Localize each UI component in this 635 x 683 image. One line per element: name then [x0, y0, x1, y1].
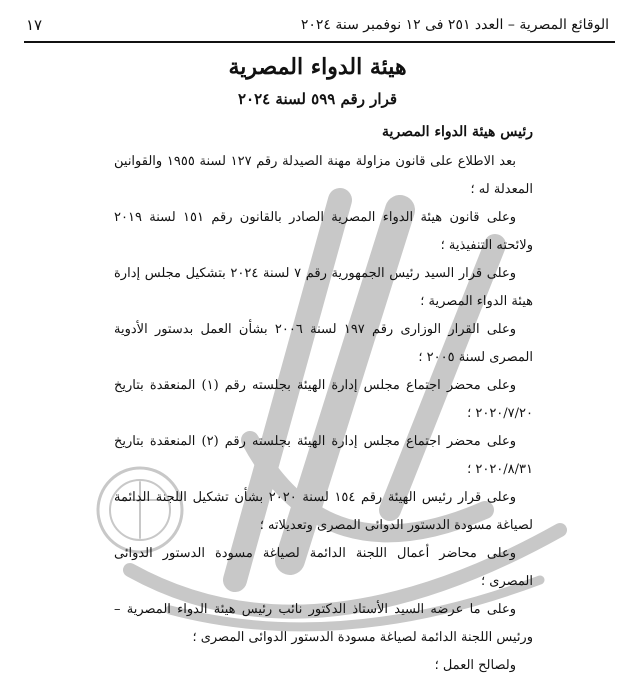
page-number: ١٧ — [26, 16, 43, 34]
recital-paragraph: وعلى قرار السيد رئيس الجمهورية رقم ٧ لسنة ٢٠٢٤ بتشكيل مجلس إدارة هيئة الدواء المصرية ؛ — [114, 266, 533, 309]
recital-paragraph: بعد الاطلاع على قانون مزاولة مهنة الصيدلة رقم ١٢٧ لسنة ١٩٥٥ والقوانين المعدلة له ؛ — [114, 154, 533, 197]
authority-title: هيئة الدواء المصرية — [228, 54, 407, 80]
recital-paragraph: وعلى محضر اجتماع مجلس إدارة الهيئة بجلسته رقم (١) المنعقدة بتاريخ ٢٠٢٠/٧/٢٠ ؛ — [114, 378, 533, 421]
header-divider — [24, 41, 615, 43]
recital-paragraph: وعلى قرار رئيس الهيئة رقم ١٥٤ لسنة ٢٠٢٠ بشأن تشكيل اللجنة الدائمة لصياغة مسودة الدستور الدوائى المصرى وتعديلاته ؛ — [114, 490, 533, 533]
recital-paragraph: وعلى ما عرضه السيد الأستاذ الدكتور نائب رئيس هيئة الدواء المصرية – ورئيس اللجنة الدائمة لصياغة مسودة الدستور الدوائى المصرى ؛ — [114, 602, 533, 645]
recital-paragraph: وعلى قانون هيئة الدواء المصرية الصادر بالقانون رقم ١٥١ لسنة ٢٠١٩ ولائحته التنفيذية ؛ — [114, 210, 533, 253]
signatory-heading: رئيس هيئة الدواء المصرية — [382, 124, 533, 140]
decree-body — [114, 148, 533, 680]
recital-paragraph: وعلى محاضر أعمال اللجنة الدائمة لصياغة مسودة الدستور الدوائى المصرى ؛ — [114, 546, 533, 589]
recital-paragraph: ولصالح العمل ؛ — [434, 658, 516, 673]
page-header — [26, 14, 609, 36]
decree-number: قرار رقم ٥٩٩ لسنة ٢٠٢٤ — [237, 90, 398, 108]
recital-paragraph: وعلى محضر اجتماع مجلس إدارة الهيئة بجلسته رقم (٢) المنعقدة بتاريخ ٢٠٢٠/٨/٣١ ؛ — [114, 434, 533, 477]
recital-paragraph: وعلى القرار الوزارى رقم ١٩٧ لسنة ٢٠٠٦ بشأن العمل بدستور الأدوية المصرى لسنة ٢٠٠٥ ؛ — [114, 322, 533, 365]
running-title: الوقائع المصرية – العدد ٢٥١ فى ١٢ نوفمبر سنة ٢٠٢٤ — [300, 17, 609, 33]
